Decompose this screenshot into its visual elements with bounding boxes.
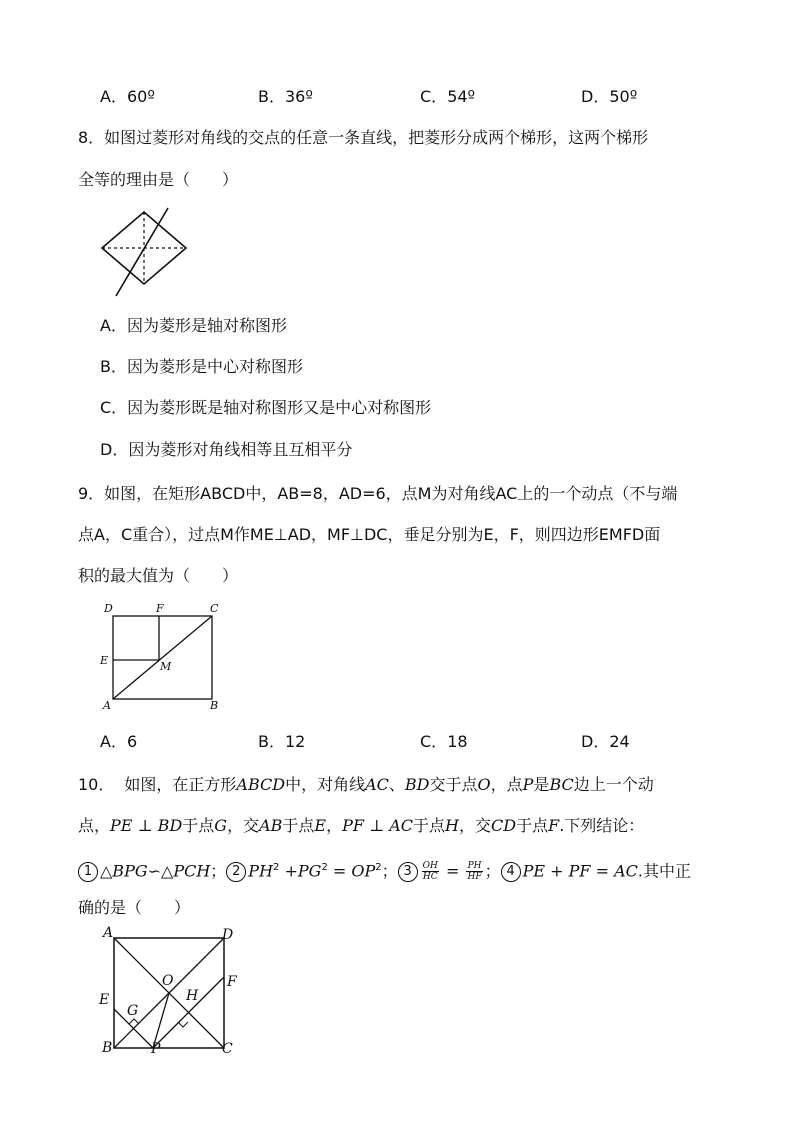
label-d: D	[104, 602, 113, 615]
q10-stem-line4: 确的是（ ）	[78, 898, 191, 917]
fraction-oh-hc: $\frac{OH}{HC}$	[422, 861, 438, 883]
q8-option-a: A．因为菱形是轴对称图形	[100, 316, 287, 335]
circled-number-2: 2	[226, 862, 246, 882]
q7-option-a: A．60º	[100, 87, 155, 106]
q10-stem-line1: 10． 如图，在正方形ABCD中，对角线AC、BD交于点O，点P是BC边上一个动	[78, 775, 654, 794]
label-h: H	[186, 988, 199, 1004]
label-a: A	[103, 699, 111, 712]
q9-option-d: D．24	[581, 732, 630, 751]
q9-option-b: B．12	[258, 732, 306, 751]
q10-stem-line2: 点，PE ⊥ BD于点G，交AB于点E，PF ⊥ AC于点H，交CD于点F.下列结论：	[78, 816, 645, 835]
label-g: G	[127, 1003, 139, 1019]
label-c: C	[210, 602, 219, 615]
label-f: F	[156, 602, 164, 615]
label-e: E	[99, 992, 110, 1008]
label-d: D	[222, 927, 234, 943]
right-angle-h	[178, 1022, 188, 1027]
label-m: M	[160, 660, 172, 673]
q9-stem-line1: 9．如图，在矩形ABCD中，AB=8，AD=6，点M为对角线AC上的一个动点（不与端	[78, 484, 678, 503]
label-o: O	[162, 973, 174, 989]
q8-option-b: B．因为菱形是中心对称图形	[100, 357, 303, 376]
circled-number-4: 4	[501, 862, 521, 882]
label-f: F	[227, 974, 237, 990]
q9-option-c: C．18	[420, 732, 468, 751]
q9-stem-line3: 积的最大值为（ ）	[78, 566, 239, 585]
label-c: C	[222, 1041, 233, 1057]
fraction-ph-hf: $\frac{PH}{HF}$	[467, 861, 482, 883]
q7-option-b: B．36º	[258, 87, 313, 106]
right-angle-g	[129, 1019, 139, 1024]
label-p: P	[151, 1041, 161, 1057]
rectangle-figure	[96, 598, 230, 714]
rhombus-figure	[98, 204, 190, 300]
q9-stem-line2: 点A，C重合），过点M作ME⊥AD，MF⊥DC，垂足分别为E，F，则四边形EMFD面	[78, 525, 661, 544]
diagonal-ac	[113, 616, 212, 699]
label-b: B	[210, 699, 219, 712]
q9-option-a: A．6	[100, 732, 138, 751]
q7-option-d: D．50º	[581, 87, 638, 106]
circled-number-1: 1	[78, 862, 98, 882]
label-a: A	[103, 925, 114, 941]
q8-option-d: D．因为菱形对角线相等且互相平分	[100, 440, 353, 459]
q8-option-c: C．因为菱形既是轴对称图形又是中心对称图形	[100, 398, 432, 417]
q7-option-c: C．54º	[420, 87, 476, 106]
label-e: E	[100, 654, 109, 667]
label-b: B	[102, 1040, 113, 1056]
square-figure	[96, 924, 246, 1060]
circled-number-3: 3	[398, 862, 418, 882]
q8-stem-line2: 全等的理由是（ ）	[78, 170, 239, 189]
q8-stem-line1: 8．如图过菱形对角线的交点的任意一条直线，把菱形分成两个梯形，这两个梯形	[78, 128, 649, 147]
q10-conclusions-line: 1 △BPG∽△PCH； 2 $PH^2 +PG^2 = OP^2$； 3 $\frac{OH}{HC}$ = $\frac{PH}{HF}$ ； 4 PE + PF = AC.其中正	[78, 856, 691, 883]
